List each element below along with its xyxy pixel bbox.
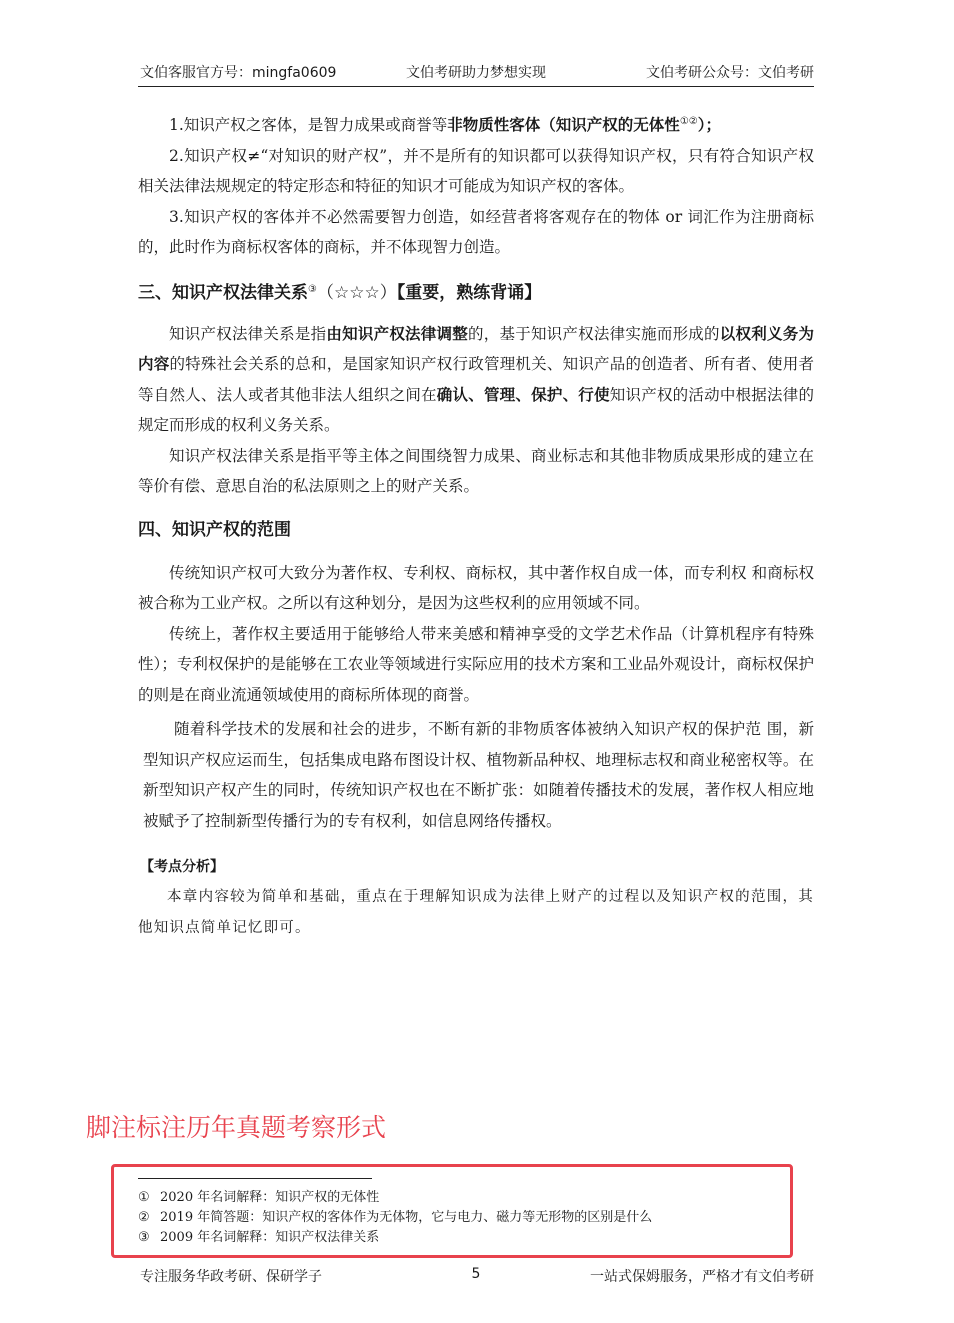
footnote-3 xyxy=(138,1228,652,1248)
s3p1-text-e: 的特殊社会关系的总和，是国家知识产权行政管理机关、知识产品的创造者、所有者、使用者等自然人、法人或者其他非法人组织之间在 xyxy=(138,355,814,404)
footnote-ref-1-2: ①② xyxy=(679,116,698,127)
s3p1-text-g: 知识产权的活动中根据法律的规定而形成的权利义务关系。 xyxy=(138,385,814,434)
footnote-divider xyxy=(138,1178,372,1179)
footnote-number: ② xyxy=(138,1210,150,1225)
section-3-stars: （☆☆☆） xyxy=(316,282,397,303)
section-3-title-text: 三、知识产权法律关系 xyxy=(138,282,308,303)
section-4-paragraph-1: 传统知识产权可大致分为著作权、专利权、商标权，其中著作权自成一体，而专利权 和商标权被合称为工业产权。之所以有这种划分，是因为这些权利的应用领域不同。 xyxy=(138,563,814,612)
section-3-importance: 【重要，熟练背诵】 xyxy=(396,282,542,303)
footnote-ref-3: ③ xyxy=(308,283,317,295)
section-3-title xyxy=(138,271,814,315)
header-slogan: 文伯考研助力梦想实现 xyxy=(406,65,546,81)
footnote-1 xyxy=(138,1188,652,1208)
footnote-number: ① xyxy=(138,1190,150,1205)
annotation-label: 脚注标注历年真题考察形式 xyxy=(86,1113,387,1142)
s3p1-text-a: 知识产权法律关系是指 xyxy=(169,324,327,343)
s3p1-text-c: 的，基于知识产权法律实施而形成的 xyxy=(468,324,720,343)
list-item-3: 3.知识产权的客体并不必然需要智力创造，如经营者将客观存在的物体 or 词汇作为注册商标的，此时作为商标权客体的商标，并不体现智力创造。 xyxy=(138,207,814,256)
footnote-2 xyxy=(138,1208,652,1228)
main-content xyxy=(138,110,814,944)
footnote-text: 2020 年名词解释：知识产权的无体性 xyxy=(160,1190,380,1205)
s3p1-bold-d: 以权利义务为内容 xyxy=(138,323,814,373)
list-item-1 xyxy=(138,110,814,141)
page-number: 5 xyxy=(471,1266,481,1282)
list-item-1-bold: 非物质性客体（知识产权的无体性 xyxy=(447,115,680,134)
footnote-text: 2019 年简答题：知识产权的客体作为无体物，它与电力、磁力等无形物的区别是什么 xyxy=(160,1210,653,1225)
section-4-title: 四、知识产权的范围 xyxy=(138,519,291,540)
footnote-text: 2009 年名词解释：知识产权法律关系 xyxy=(160,1230,380,1245)
footer-right-text: 一站式保姆服务，严格才有文伯考研 xyxy=(590,1269,814,1285)
list-item-1-text: 1.知识产权之客体，是智力成果或商誉等 xyxy=(169,116,448,134)
section-3-paragraph-2: 知识产权法律关系是指平等主体之间围绕智力成果、商业标志和其他非物质成果形成的建立在等价有偿、意思自治的私法原则之上的财产关系。 xyxy=(138,446,814,495)
header-public-account: 文伯考研公众号：文伯考研 xyxy=(646,65,814,81)
footnote-number: ③ xyxy=(138,1230,150,1245)
list-item-2: 2.知识产权≠“对知识的财产权”，并不是所有的知识都可以获得知识产权，只有符合知识产权相关法律法规规定的特定形态和特征的知识才可能成为知识产权的客体。 xyxy=(138,146,814,195)
s3p1-bold-b: 由知识产权法律调整 xyxy=(326,323,468,343)
section-4-paragraph-2: 传统上，著作权主要适用于能够给人带来美感和精神享受的文学艺术作品（计算机程序有特殊性）；专利权保护的是能够在工农业等领域进行实际应用的技术方案和工业品外观设计，商标权保护的则是在商业流通领域使用的商标所体现的商誉。 xyxy=(138,624,814,704)
analysis-text: 本章内容较为简单和基础，重点在于理解知识成为法律上财产的过程以及知识产权的范围，其他知识点简单记忆即可。 xyxy=(138,889,814,936)
s3p1-bold-f: 确认、管理、保护、行使 xyxy=(436,384,610,404)
page-footer xyxy=(138,1266,814,1288)
analysis-title: 【考点分析】 xyxy=(140,859,224,875)
footnotes xyxy=(138,1188,652,1248)
section-3-paragraph-1 xyxy=(138,319,814,441)
header-service-account: 文伯客服官方号：mingfa0609 xyxy=(140,65,337,81)
page-header xyxy=(138,58,814,87)
footer-left-text: 专注服务华政考研、保研学子 xyxy=(140,1269,322,1285)
section-4-paragraph-3: 随着科学技术的发展和社会的进步，不断有新的非物质客体被纳入知识产权的保护范 围，新型知识产权应运而生，包括集成电路布图设计权、植物新品种权、地理标志权和商业秘密权等。在新型知识产权产生的同时，传统知识产权也在不断扩张：如随着传播技术的发展，著作权人相应地被赋予了控制新型传播行为的专有权利，如信息网络传播权。 xyxy=(143,720,814,830)
list-item-1-end: ）； xyxy=(697,115,722,134)
